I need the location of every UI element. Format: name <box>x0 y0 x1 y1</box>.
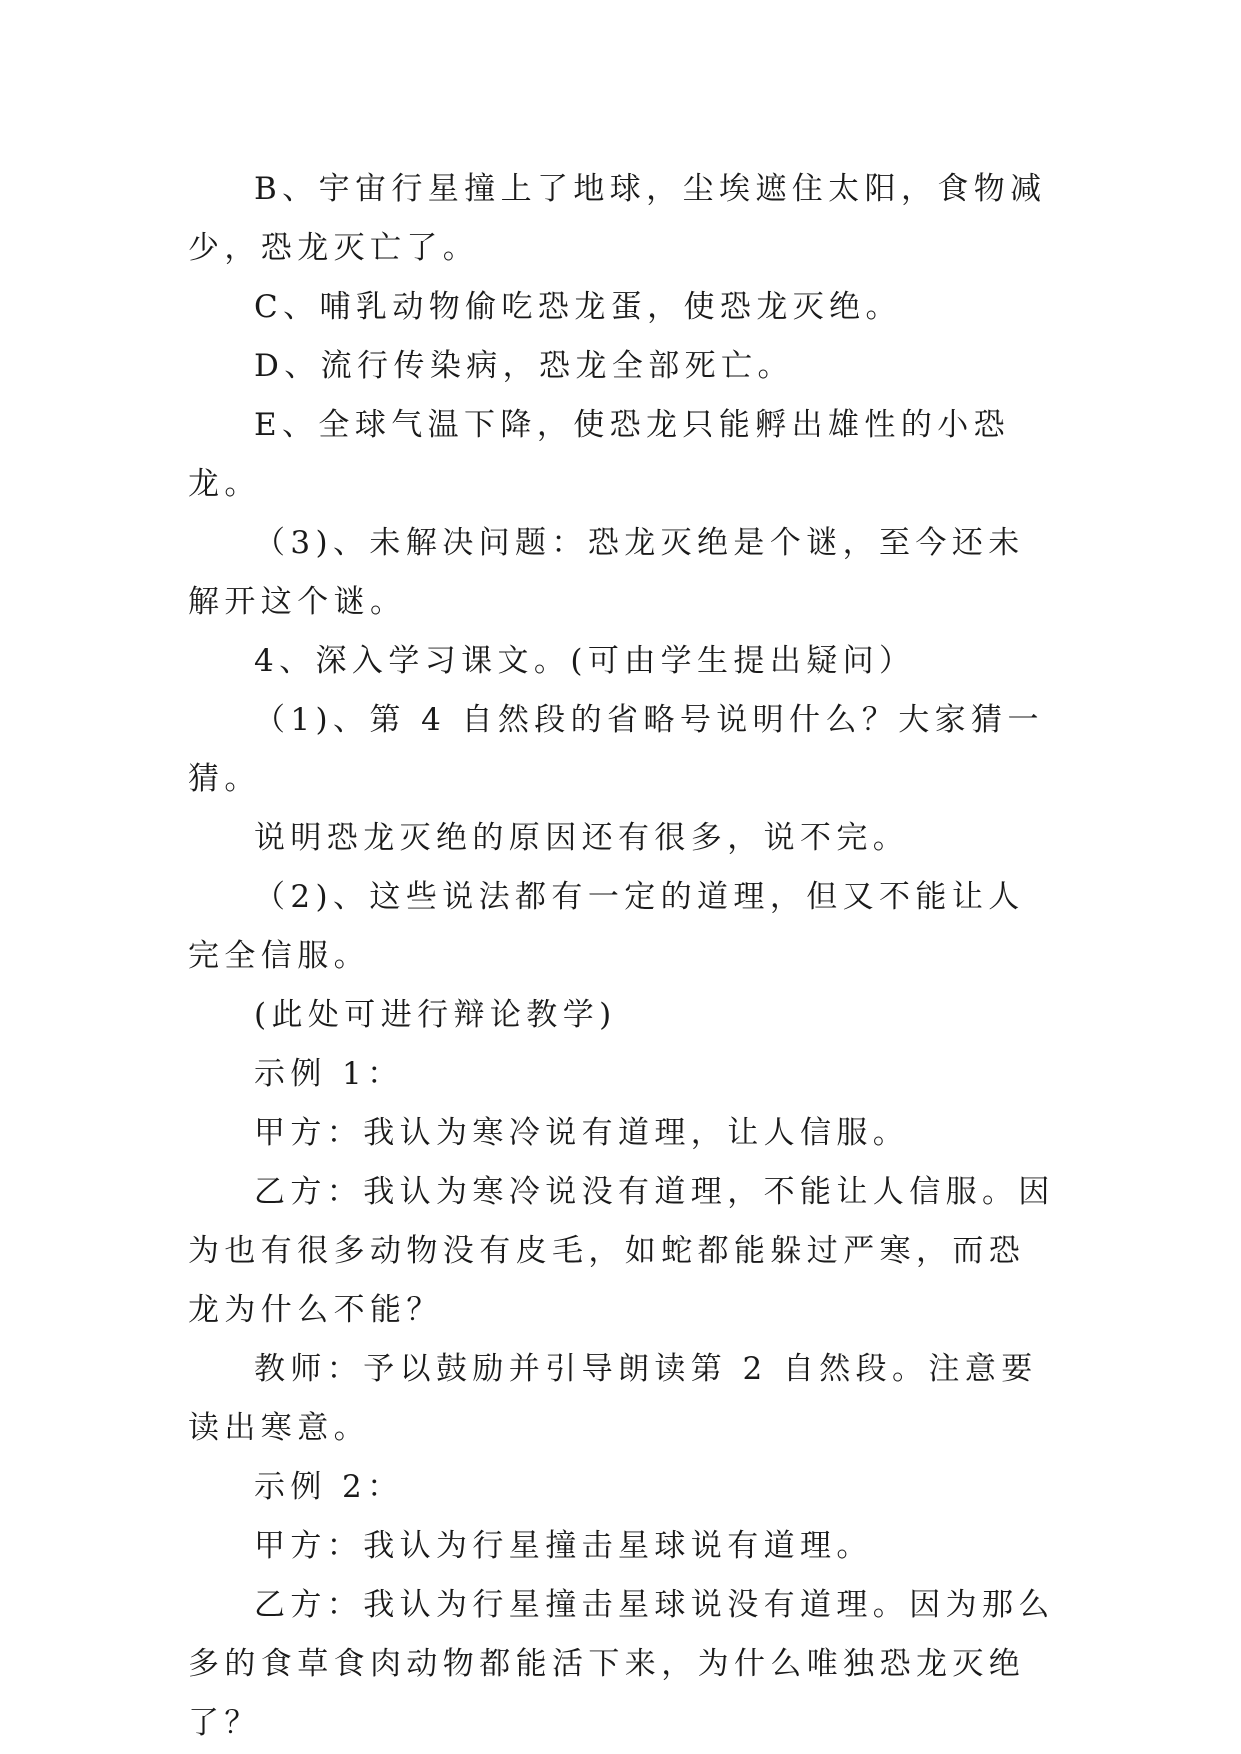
paragraph-debate-note: (此处可进行辩论教学) <box>254 997 617 1033</box>
paragraph-option-d: D、流行传染病，恐龙全部死亡。 <box>254 348 794 384</box>
paragraph-example-1-side-a: 甲方：我认为寒冷说有道理，让人信服。 <box>254 1115 910 1151</box>
paragraph-question-1: （1)、第 4 自然段的省略号说明什么？大家猜一猜。 <box>188 702 1044 797</box>
paragraph-example-2-heading: 示例 2： <box>254 1469 404 1505</box>
paragraph-deep-study: 4、深入学习课文。(可由学生提出疑问） <box>254 643 916 679</box>
paragraph-option-c: C、哺乳动物偷吃恐龙蛋，使恐龙灭绝。 <box>254 289 902 325</box>
paragraph-unsolved-question: （3)、未解决问题：恐龙灭绝是个谜，至今还未解开这个谜。 <box>188 525 1025 620</box>
paragraph-option-b: B、宇宙行星撞上了地球，尘埃遮住太阳，食物减少，恐龙灭亡了。 <box>188 171 1047 266</box>
paragraph-example-1-teacher: 教师：予以鼓励并引导朗读第 2 自然段。注意要读出寒意。 <box>188 1351 1038 1446</box>
paragraph-example-1-heading: 示例 1： <box>254 1056 404 1092</box>
document-body <box>188 160 1058 1753</box>
paragraph-answer-1: 说明恐龙灭绝的原因还有很多，说不完。 <box>254 820 910 856</box>
paragraph-option-e: E、全球气温下降，使恐龙只能孵出雄性的小恐龙。 <box>188 407 1011 502</box>
paragraph-example-1-side-b: 乙方：我认为寒冷说没有道理，不能让人信服。因为也有很多动物没有皮毛，如蛇都能躲过严寒，而恐龙为什么不能？ <box>188 1174 1055 1328</box>
paragraph-question-2: （2)、这些说法都有一定的道理，但又不能让人完全信服。 <box>188 879 1025 974</box>
paragraph-example-2-side-b: 乙方：我认为行星撞击星球说没有道理。因为那么多的食草食肉动物都能活下来，为什么唯独恐龙灭绝了？ <box>188 1587 1055 1741</box>
paragraph-example-2-side-a: 甲方：我认为行星撞击星球说有道理。 <box>254 1528 873 1564</box>
